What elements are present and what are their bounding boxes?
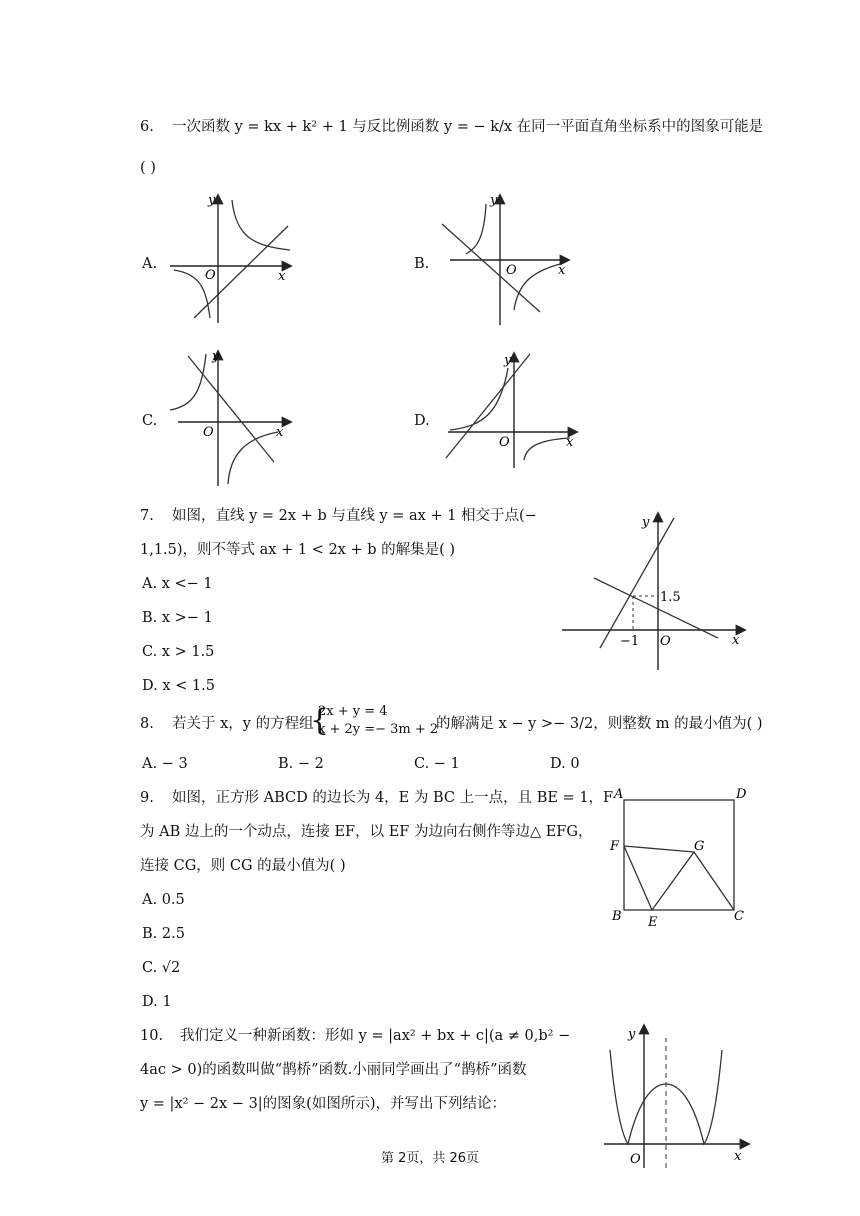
q7-option-c: C. x > 1.5 [142, 644, 215, 660]
label-c: C [734, 909, 744, 924]
q7-option-d: D. x < 1.5 [142, 678, 215, 694]
q6-text: 一次函数 y = kx + k² + 1 与反比例函数 y = − k/x 在同一平面直角坐标系中的图象可能是 [172, 119, 764, 135]
origin-label: O [499, 435, 510, 450]
q9-option-d: D. 1 [142, 994, 172, 1010]
y-axis-label: y [208, 193, 216, 208]
q9-line3: 连接 CG，则 CG 的最小值为( ) [140, 858, 346, 874]
q7-line1: 如图，直线 y = 2x + b 与直线 y = ax + 1 相交于点(− [172, 508, 537, 524]
x-axis-label: x [732, 633, 740, 648]
origin-label: O [660, 634, 671, 649]
y-axis-label: y [212, 349, 220, 364]
q10-line3: y = |x² − 2x − 3|的图象(如图所示)，并写出下列结论： [140, 1096, 506, 1112]
q10-line1: 我们定义一种新函数：形如 y = |ax² + bx + c|(a ≠ 0,b² − [180, 1028, 571, 1044]
label-g: G [694, 839, 705, 854]
origin-label: O [506, 263, 517, 278]
q6-option-d-label: D. [414, 413, 430, 429]
y-axis-label: y [628, 1027, 636, 1042]
x-axis-label: x [558, 263, 566, 278]
label-d: D [736, 787, 747, 802]
x-value-label: −1 [620, 634, 640, 649]
q9-option-c: C. √2 [142, 960, 181, 976]
q6-option-b-label: B. [414, 256, 430, 272]
q7-figure [560, 510, 750, 672]
q8-option-d: D. 0 [550, 756, 580, 772]
q6-paren: ( ) [140, 160, 156, 176]
y-axis-label: y [642, 515, 650, 530]
origin-label: O [205, 268, 216, 283]
label-a: A [614, 787, 624, 802]
q10-line2: 4ac > 0)的函数叫做“鹊桥”函数.小丽同学画出了“鹊桥”函数 [140, 1062, 527, 1078]
y-axis-label: y [490, 193, 498, 208]
q8-brace: { [310, 703, 330, 738]
q6-graph-c [160, 346, 300, 488]
q6-option-c-label: C. [142, 413, 158, 429]
origin-label: O [203, 425, 214, 440]
q9-option-a: A. 0.5 [142, 892, 185, 908]
q7-number: 7. [140, 508, 154, 524]
q6-graph-a [160, 188, 300, 328]
q9-line2: 为 AB 边上的一个动点，连接 EF，以 EF 为边向右侧作等边△ EFG， [140, 824, 593, 840]
q7-option-a: A. x <− 1 [142, 576, 213, 592]
y-axis-label: y [504, 353, 512, 368]
q8-eq1: 2x + y = 4 [318, 704, 388, 719]
q8-option-b: B. − 2 [278, 756, 324, 772]
q9-line1: 如图，正方形 ABCD 的边长为 4，E 为 BC 上一点，且 BE = 1，F [172, 790, 614, 806]
q9-number: 9. [140, 790, 154, 806]
label-e: E [648, 915, 658, 930]
q8-text-a: 若关于 x，y 的方程组 [172, 716, 314, 732]
x-axis-label: x [566, 435, 574, 450]
q9-option-b: B. 2.5 [142, 926, 185, 942]
q10-number: 10. [140, 1028, 164, 1044]
q9-figure [606, 784, 756, 930]
page-footer: 第 2页，共 26页 [380, 1151, 480, 1166]
q8-text-b: 的解满足 x − y >− 3/2，则整数 m 的最小值为( ) [436, 716, 763, 732]
q8-option-a: A. − 3 [142, 756, 188, 772]
label-f: F [610, 839, 620, 854]
q8-number: 8. [140, 716, 154, 732]
q7-line2: 1,1.5)，则不等式 ax + 1 < 2x + b 的解集是( ) [140, 542, 456, 558]
q6-graph-d [440, 346, 580, 472]
x-axis-label: x [276, 425, 284, 440]
x-axis-label: x [278, 269, 286, 284]
q8-option-c: C. − 1 [414, 756, 460, 772]
q7-option-b: B. x >− 1 [142, 610, 213, 626]
q6-option-a-label: A. [142, 256, 158, 272]
q6-number: 6. [140, 119, 154, 135]
x-axis-label: x [734, 1149, 742, 1164]
q8-eq2: x + 2y =− 3m + 2 [318, 722, 439, 737]
y-value-label: 1.5 [660, 590, 681, 605]
origin-label: O [630, 1152, 641, 1167]
q6-graph-b [436, 188, 576, 328]
label-b: B [612, 909, 622, 924]
